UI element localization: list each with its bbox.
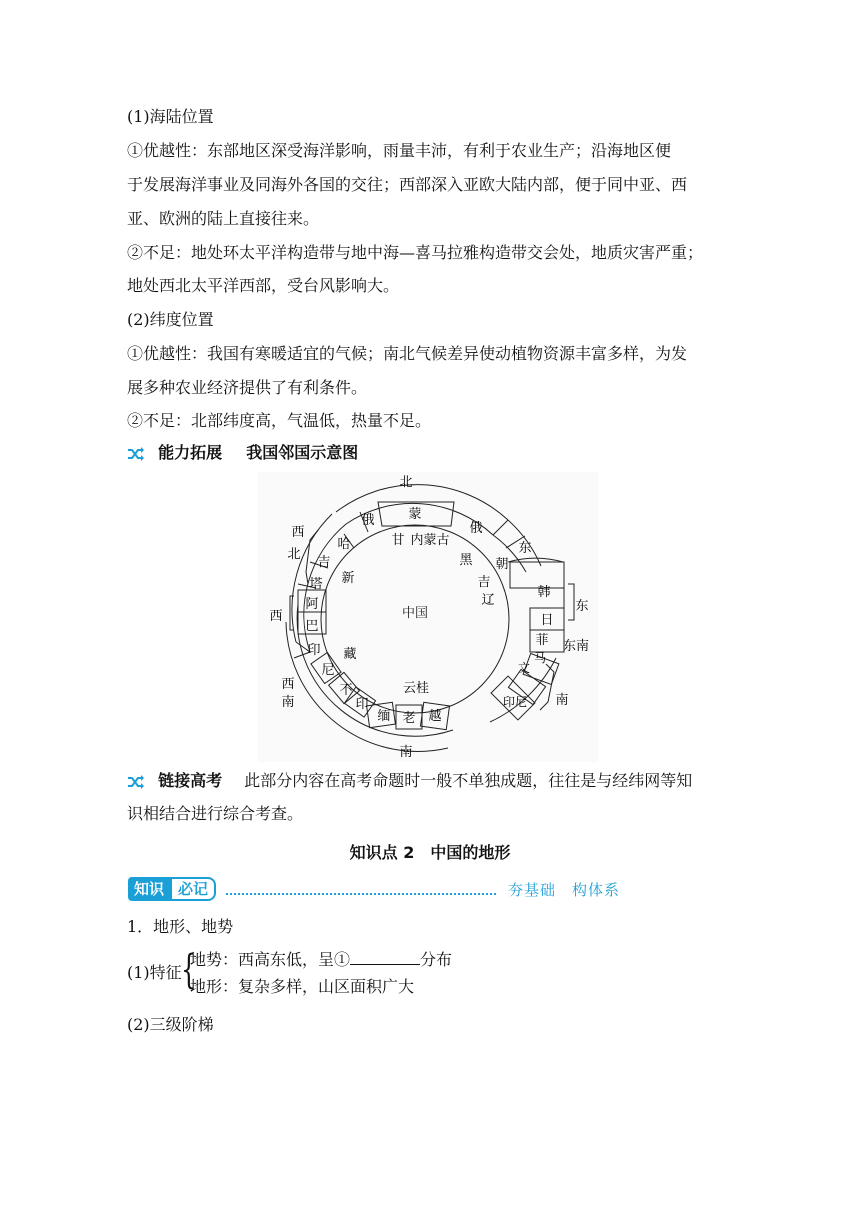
- answer-blank[interactable]: [350, 948, 420, 965]
- direction-east-bracket: 东: [575, 599, 589, 614]
- country-south-korea: 韩: [537, 585, 551, 600]
- province-inner-mongolia: 内蒙古: [410, 533, 450, 548]
- direction-south-bracket: 南: [555, 693, 569, 708]
- neighbor-countries-map: [258, 472, 598, 762]
- shuffle-icon: [127, 447, 145, 461]
- country-north-korea: 朝: [495, 557, 509, 572]
- text-advantage-2-line2: 展多种农业经济提供了有利条件。: [127, 378, 368, 397]
- text-sea-land-heading: (1)海陆位置: [127, 107, 214, 126]
- banner-slogan: 夯基础 构体系: [508, 880, 621, 899]
- direction-west: 西: [269, 609, 283, 624]
- country-brunei: 文: [517, 661, 531, 675]
- feature-label: (1)特征: [127, 963, 182, 982]
- text-advantage-1-line1: ①优越性：东部地区深受海洋影响，雨量丰沛，有利于农业生产；沿海地区便: [127, 141, 672, 160]
- country-mongolia: 蒙: [408, 507, 422, 522]
- text-disadvantage-1-line1: ②不足：地处环太平洋构造带与地中海—喜马拉雅构造带交会处，地质灾害严重；: [127, 243, 704, 262]
- province-jilin: 吉: [477, 575, 491, 590]
- banner-tag-left: 知识: [128, 877, 170, 901]
- country-kazakhstan: 哈: [337, 537, 351, 552]
- banner-dots: [226, 883, 496, 895]
- province-liaoning: 辽: [481, 593, 495, 608]
- text-disadvantage-2: ②不足：北部纬度高，气温低，热量不足。: [127, 411, 432, 430]
- country-vietnam: 越: [428, 709, 442, 724]
- direction-southwest-1: 西: [281, 677, 295, 692]
- direction-northwest-1: 西: [291, 525, 305, 540]
- exam-label: 链接高考: [158, 771, 223, 790]
- text-advantage-2-line1: ①优越性：我国有寒暖适宜的气候；南北气候差异使动植物资源丰富多样，为发: [127, 344, 688, 363]
- country-bhutan: 不: [339, 683, 353, 698]
- banner-tag-right: 必记: [170, 877, 216, 901]
- country-tajikistan: 塔: [309, 577, 323, 592]
- country-afghanistan: 阿: [305, 597, 319, 612]
- country-nepal: 尼: [321, 663, 335, 678]
- direction-east-top: 东: [518, 541, 532, 556]
- country-pakistan: 巴: [305, 619, 319, 634]
- direction-north: 北: [399, 475, 413, 490]
- province-tibet: 藏: [343, 647, 357, 662]
- feature-landform: 地形：复杂多样，山区面积广大: [190, 977, 415, 996]
- trend-suffix: 分布: [420, 950, 453, 969]
- ability-title: 我国邻国示意图: [246, 443, 359, 462]
- text-advantage-1-line2: 于发展海洋事业及同海外各国的交往；西部深入亚欧大陆内部，便于同中亚、西: [127, 175, 688, 194]
- country-russia-left: 俄: [361, 513, 375, 528]
- section2-heading: 1．地形、地势: [127, 917, 234, 936]
- direction-southeast: 东南: [562, 639, 590, 654]
- exam-text-line2: 识相结合进行综合考查。: [127, 804, 304, 823]
- province-gansu: 甘: [391, 533, 405, 548]
- country-india-small: 印: [355, 697, 369, 712]
- exam-link-line1: [127, 770, 692, 792]
- knowledge-banner: [128, 876, 620, 902]
- trend-prefix: 地势：西高东低，呈①: [190, 950, 351, 969]
- text-disadvantage-1-line2: 地处西北太平洋西部，受台风影响大。: [127, 276, 400, 295]
- feature-trend: [190, 948, 452, 971]
- shuffle-icon: [127, 775, 145, 789]
- direction-southwest-2: 南: [281, 695, 295, 710]
- ability-label: 能力拓展: [158, 443, 223, 462]
- country-kyrgyzstan: 吉: [317, 555, 331, 570]
- province-yungui: 云桂: [402, 681, 430, 696]
- text-latitude-heading: (2)纬度位置: [127, 310, 214, 329]
- province-heilongjiang: 黑: [459, 553, 473, 568]
- country-indonesia: 印尼: [502, 695, 528, 709]
- country-malaysia: 马: [533, 651, 547, 665]
- country-myanmar: 缅: [377, 709, 391, 724]
- knowledge-point-title: 知识点 2 中国的地形: [349, 843, 511, 862]
- text-advantage-1-line3: 亚、欧洲的陆上直接往来。: [127, 209, 320, 228]
- province-xinjiang: 新: [341, 571, 355, 586]
- country-india: 印: [307, 643, 321, 658]
- country-laos: 老: [402, 711, 416, 726]
- country-philippines: 菲: [535, 633, 549, 648]
- country-russia-right: 俄: [469, 521, 483, 536]
- direction-northwest-2: 北: [287, 547, 301, 562]
- three-steps-heading: (2)三级阶梯: [127, 1015, 214, 1034]
- exam-text-line1: 此部分内容在高考命题时一般不单独成题，往往是与经纬网等知: [244, 771, 693, 790]
- feature-brace: {: [181, 947, 197, 993]
- ability-heading: [127, 442, 358, 464]
- map-center-label: 中国: [401, 606, 429, 621]
- country-japan: 日: [540, 613, 554, 628]
- direction-south: 南: [399, 745, 413, 760]
